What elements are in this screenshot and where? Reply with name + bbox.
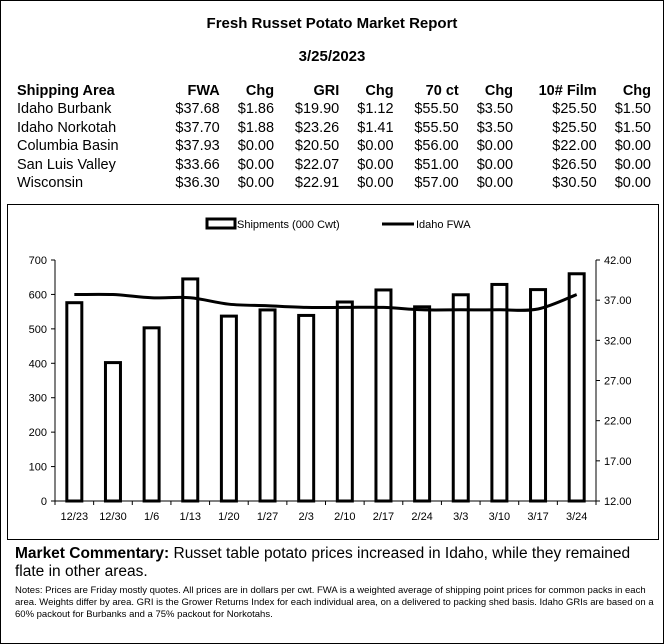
- price-cell: $56.00: [414, 138, 459, 155]
- x-tick-label: 12/30: [99, 511, 127, 523]
- left-tick-label: 700: [28, 255, 47, 267]
- price-cell: $55.50: [414, 101, 459, 118]
- x-tick-label: 2/10: [334, 511, 356, 523]
- shipment-bar: [105, 363, 120, 501]
- shipment-bar: [260, 310, 275, 501]
- price-cell: $1.88: [237, 119, 275, 136]
- left-tick-label: 500: [28, 323, 47, 336]
- x-tick-label: 1/13: [179, 511, 201, 523]
- table-row: [17, 156, 653, 175]
- report-date: 3/25/2023: [298, 48, 366, 65]
- x-tick-label: 3/3: [453, 511, 469, 523]
- price-cell: $26.50: [552, 156, 597, 173]
- x-tick-label: 3/10: [488, 511, 511, 523]
- price-cell: $0.00: [614, 156, 651, 173]
- x-tick-label: 1/6: [143, 511, 160, 523]
- price-cell: $36.30: [175, 175, 220, 192]
- price-cell: $1.41: [357, 119, 394, 136]
- x-tick-label: 2/17: [372, 511, 395, 523]
- chart-panel: [7, 204, 659, 540]
- price-cell: $1.12: [357, 101, 394, 118]
- column-header: Chg: [484, 82, 514, 99]
- report-title: Fresh Russet Potato Market Report: [206, 15, 458, 32]
- x-tick-label: 2/24: [411, 511, 433, 523]
- right-tick-label: 22.00: [604, 415, 632, 428]
- price-cell: $0.00: [614, 138, 651, 155]
- shipment-bar: [569, 274, 584, 501]
- column-header: FWA: [187, 82, 220, 99]
- price-cell: $0.00: [614, 175, 651, 192]
- shipment-bar: [492, 284, 507, 501]
- column-header: 10# Film: [538, 82, 597, 99]
- left-tick-label: 0: [40, 496, 47, 508]
- commentary-heading: Market Commentary:: [15, 545, 170, 562]
- right-tick-label: 32.00: [604, 335, 632, 348]
- price-cell: $0.00: [357, 156, 394, 173]
- commentary-notes: Notes: Prices are Friday mostly quotes. All prices are in dollars per cwt. FWA is a weighted average of shipping point prices for common packs in each area. Weights differ by area. GRI is the Grower Returns Index for each individual area, on a delivered to packing shed basis. Idaho GRIs are based on a 60% packout for Burbanks and a 75% packout for Norkotahs.: [15, 585, 654, 620]
- column-header: Chg: [622, 82, 651, 99]
- right-tick-label: 42.00: [604, 255, 632, 267]
- left-tick-label: 600: [28, 289, 47, 302]
- price-cell: $1.86: [237, 101, 275, 118]
- left-tick-label: 200: [28, 427, 47, 440]
- price-table-header: [17, 81, 653, 100]
- legend-label-idaho-fwa: Idaho FWA: [416, 219, 471, 231]
- price-cell: $33.66: [175, 156, 220, 173]
- price-cell: $0.00: [237, 138, 275, 155]
- price-cell: $0.00: [357, 175, 394, 192]
- price-cell: $23.26: [294, 119, 340, 136]
- shipment-bar: [453, 295, 468, 501]
- price-cell: $37.93: [175, 138, 220, 155]
- price-table-body: [17, 100, 653, 193]
- shipment-bar: [67, 303, 82, 501]
- price-cell: $30.50: [552, 175, 597, 192]
- market-commentary: [15, 545, 655, 621]
- price-cell: $22.00: [552, 138, 597, 155]
- price-cell: $25.50: [552, 101, 597, 118]
- price-cell: $57.00: [414, 175, 459, 192]
- shipment-bar: [144, 328, 159, 501]
- column-header: 70 ct: [425, 82, 459, 99]
- x-tick-label: 2/3: [298, 511, 314, 523]
- table-row: [17, 174, 653, 193]
- price-cell: $37.68: [175, 101, 220, 118]
- price-cell: $1.50: [614, 119, 651, 136]
- x-tick-label: 1/27: [256, 511, 279, 523]
- x-tick-label: 12/23: [60, 511, 89, 523]
- column-header: Shipping Area: [17, 82, 115, 99]
- column-header: Chg: [365, 82, 394, 99]
- shipping-area-cell: Idaho Norkotah: [17, 119, 117, 136]
- report-header: [1, 1, 663, 204]
- shipping-area-cell: Wisconsin: [17, 175, 84, 192]
- price-cell: $20.50: [294, 138, 340, 155]
- right-tick-label: 12.00: [604, 496, 632, 508]
- commentary-text: Russet table potato prices increased in Idaho, while they remained flate in other areas.: [15, 545, 631, 580]
- table-row: [17, 100, 653, 119]
- price-cell: $55.50: [414, 119, 459, 136]
- shipping-area-cell: Columbia Basin: [17, 138, 119, 155]
- price-cell: $19.90: [294, 101, 340, 118]
- price-cell: $3.50: [476, 101, 514, 118]
- column-header: Chg: [245, 82, 275, 99]
- left-tick-label: 300: [28, 392, 47, 405]
- shipment-bar: [337, 302, 352, 501]
- x-tick-label: 3/24: [565, 511, 588, 523]
- price-cell: $22.91: [294, 175, 340, 192]
- x-tick-label: 1/20: [218, 511, 240, 523]
- price-cell: $0.00: [476, 156, 514, 173]
- shipment-bar: [299, 315, 314, 501]
- shipping-area-cell: Idaho Burbank: [17, 101, 112, 118]
- price-cell: $25.50: [552, 119, 597, 136]
- shipments-price-chart: [8, 205, 658, 539]
- legend-swatch-shipments: [207, 219, 235, 228]
- shipment-bar: [221, 316, 236, 501]
- commentary-paragraph: [15, 545, 655, 581]
- price-cell: $3.50: [476, 119, 514, 136]
- shipment-bar: [376, 290, 391, 501]
- price-cell: $0.00: [237, 156, 275, 173]
- legend-label-shipments: Shipments (000 Cwt): [237, 219, 340, 231]
- price-cell: $0.00: [476, 175, 514, 192]
- shipping-area-cell: San Luis Valley: [17, 156, 116, 173]
- shipment-bar: [531, 290, 546, 501]
- column-header: GRI: [313, 82, 340, 99]
- table-row: [17, 119, 653, 138]
- price-cell: $0.00: [357, 138, 394, 155]
- price-cell: $0.00: [237, 175, 275, 192]
- price-cell: $22.07: [294, 156, 340, 173]
- price-cell: $51.00: [414, 156, 459, 173]
- right-tick-label: 17.00: [604, 455, 632, 468]
- left-tick-label: 100: [28, 461, 47, 474]
- shipment-bar: [183, 279, 198, 501]
- price-cell: $1.50: [614, 101, 651, 118]
- price-cell: $0.00: [476, 138, 514, 155]
- shipment-bar: [415, 307, 430, 501]
- price-table: [17, 81, 653, 193]
- table-row: [17, 137, 653, 156]
- price-cell: $37.70: [175, 119, 220, 136]
- x-tick-label: 3/17: [527, 511, 549, 523]
- right-tick-label: 37.00: [604, 295, 632, 308]
- right-tick-label: 27.00: [604, 375, 632, 388]
- left-tick-label: 400: [28, 358, 47, 371]
